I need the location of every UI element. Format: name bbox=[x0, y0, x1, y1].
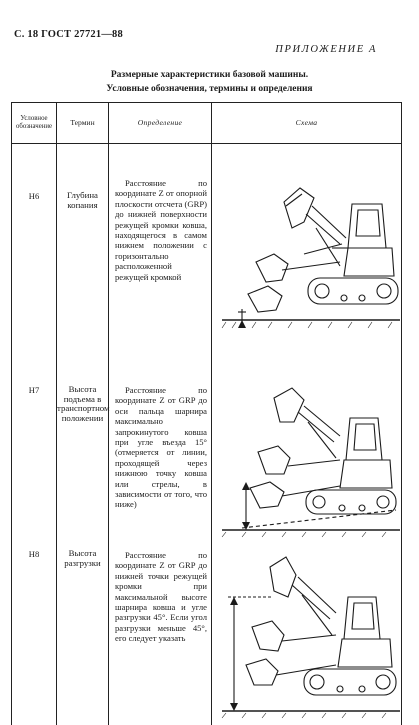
scheme-cell bbox=[212, 144, 402, 379]
column-header-scheme: Схема bbox=[212, 103, 402, 144]
symbol-cell: H7 bbox=[12, 378, 57, 545]
scheme-cell bbox=[212, 378, 402, 545]
table-row bbox=[12, 378, 402, 545]
term-cell: Высота подъема в транспортном положении bbox=[57, 378, 109, 545]
symbol-cell: H8 bbox=[12, 545, 57, 725]
loader-scheme-diagram bbox=[212, 545, 402, 720]
document-title: Размерные характеристики базовой машины. bbox=[110, 70, 309, 80]
appendix-label: ПРИЛОЖЕНИЕ А bbox=[275, 44, 377, 55]
table-row bbox=[12, 545, 402, 725]
loader-scheme-diagram bbox=[212, 378, 402, 538]
scheme-cell bbox=[212, 545, 402, 725]
loader-scheme-diagram bbox=[212, 144, 402, 331]
page-number-header: С. 18 ГОСТ 27721—88 bbox=[14, 29, 123, 40]
table-header-row bbox=[12, 103, 402, 144]
column-header-definition: Определение bbox=[109, 103, 212, 144]
definition-cell: Расстояние по координате Z от GRP до нижней точки режущей кромки при максимальной высоте шарнира ковша и угле разгрузки 45°. Если угол разгрузки меньше 45°, его следует указать bbox=[109, 545, 212, 725]
table-row bbox=[12, 144, 402, 379]
column-header-term: Термин bbox=[57, 103, 109, 144]
document-subtitle: Условные обозначения, термины и определения bbox=[106, 84, 313, 94]
term-cell: Высота разгрузки bbox=[57, 545, 109, 725]
definitions-table bbox=[11, 102, 402, 725]
definition-cell: Расстояние по координате Z от опорной плоскости отсчета (GRP) до нижней поверхности режущей кромки ковша, находящегося в самом нижнем положении с горизонтально расположенной режущей кромкой bbox=[109, 144, 212, 379]
symbol-cell: H6 bbox=[12, 144, 57, 379]
term-cell: Глубина копания bbox=[57, 144, 109, 379]
definition-cell: Расстояние по координате Z от GRP до оси пальца шарнира максимально запрокинутого ковша при угле въезда 15° (отмеряется от линии, проходящей через нижнюю точку ковша или стрелы, в зависимости от того, что ниже) bbox=[109, 378, 212, 545]
column-header-symbol: Условное обозначение bbox=[12, 103, 57, 144]
